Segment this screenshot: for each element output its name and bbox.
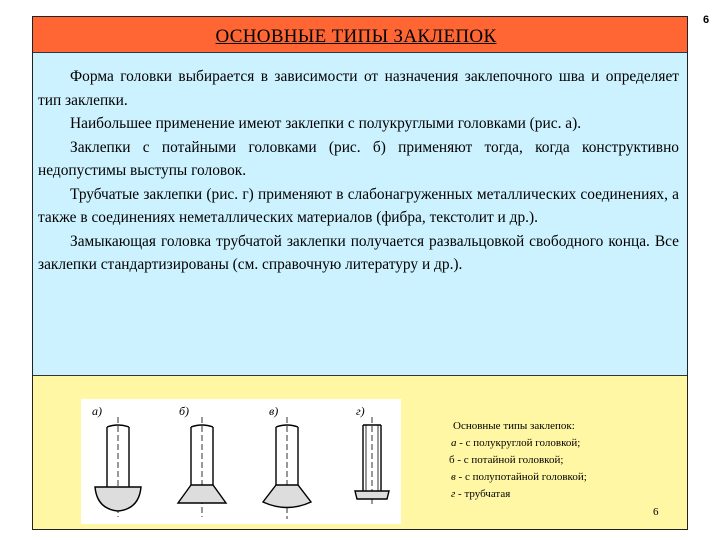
paragraph: Форма головки выбирается в зависимости от назначения заклепочного шва и определяет тип заклепки. bbox=[38, 68, 679, 109]
paragraph: Заклепки с потайными головками (рис. б) применяют тогда, когда конструктивно недопустимы выступы головок. bbox=[38, 138, 679, 179]
countersunk-rivet bbox=[178, 417, 226, 517]
page-number: 6 bbox=[703, 14, 710, 26]
text-panel bbox=[33, 53, 687, 376]
caption-item: г - трубчатая bbox=[451, 488, 511, 500]
figure-panel bbox=[33, 376, 687, 530]
figure-page-number: 6 bbox=[653, 506, 659, 518]
tubular-rivet bbox=[355, 417, 389, 507]
caption-item: б - с потайной головкой; bbox=[449, 454, 564, 466]
rivet-drawing bbox=[81, 399, 401, 524]
fig-label-v: в) bbox=[269, 404, 279, 418]
caption-heading: Основные типы заклепок: bbox=[453, 420, 575, 432]
rivet-types-diagram bbox=[81, 399, 401, 524]
caption-item: в - с полупотайной головкой; bbox=[451, 471, 587, 483]
semi-countersunk-rivet bbox=[263, 417, 311, 519]
paragraph: Замыкающая головка трубчатой заклепки получается развальцовкой свободного конца. Все заклепки стандартизированы (см. справочную литературу и др.). bbox=[38, 232, 679, 273]
fig-label-a: а) bbox=[92, 404, 102, 418]
title-bar bbox=[33, 17, 687, 53]
fig-label-g: г) bbox=[356, 404, 365, 418]
figure-caption bbox=[449, 418, 679, 503]
round-head-rivet bbox=[95, 417, 141, 517]
paragraph: Трубчатые заклепки (рис. г) применяют в слабонагруженных металлических соединениях, а также в соединениях неметаллических материалов (фибра, текстолит и др.). bbox=[38, 185, 679, 226]
slide-frame bbox=[32, 16, 688, 530]
fig-label-b: б) bbox=[179, 404, 190, 418]
caption-item: а - с полукруглой головкой; bbox=[451, 437, 581, 449]
paragraph: Наибольшее применение имеют заклепки с полукруглыми головками (рис. а). bbox=[70, 115, 582, 132]
page-title: ОСНОВНЫЕ ТИПЫ ЗАКЛЕПОК bbox=[215, 25, 497, 47]
